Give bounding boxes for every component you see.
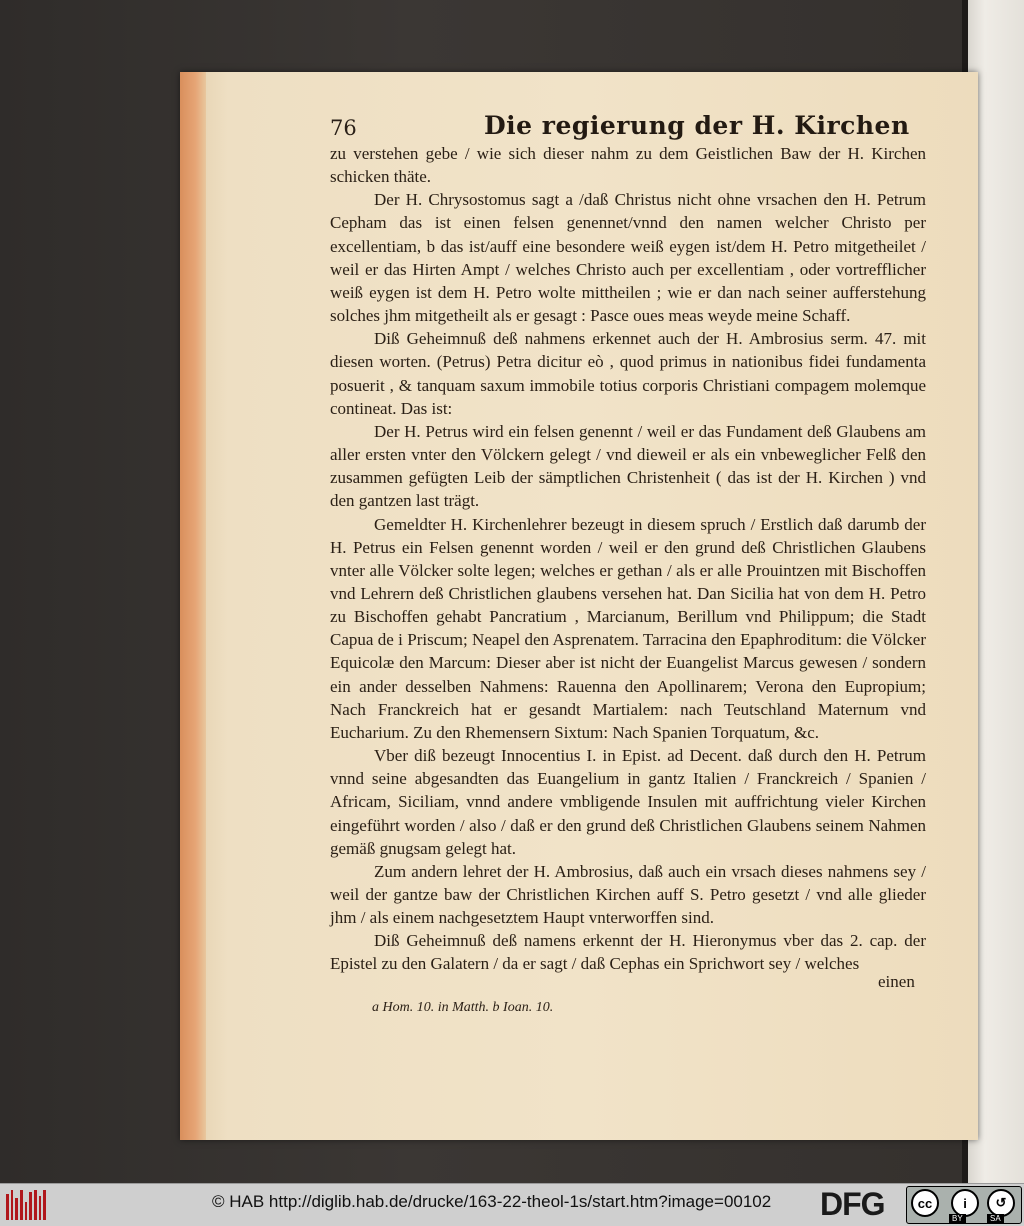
page-number: 76 bbox=[330, 116, 357, 140]
footnote: a Hom. 10. in Matth. b Ioan. 10. bbox=[372, 1000, 554, 1015]
sa-sharealike-icon: ↺ bbox=[987, 1189, 1015, 1217]
paragraph: Vber diß bezeugt Innocentius I. in Epist. ad Decent. daß durch den H. Petrum vnnd seine abgesandten das Euangelium in gantz Italien / Franckreich / Spanien / Africam, Siciliam, vnnd andere vmbligende Insulen mit auffrichtung vieler Kirchen eingeführt worden / also / daß er den grund deß Christlichen Glaubens seinem Nahmen gemäß gnugsam gelegt hat. bbox=[330, 746, 926, 858]
paragraph: Der H. Chrysostomus sagt a /daß Christus nicht ohne vrsachen den H. Petrum Cepham das ist einen felsen genennet/vnnd den namen welcher Christo per excellentiam, b das ist/auff eine besondere weiß eygen ist/dem H. Petro mitgetheilet / weil er das Hirten Ampt / welches Christo auch per excellentiam , oder vortrefflicher weiß eygen ist dem H. Petro wolte mittheilen ; wie er dan nach seiner aufferstehung solches jhm mitgetheilt als er gesagt : Pasce oues meas weyde meine Schaff. bbox=[330, 190, 926, 326]
page-body bbox=[330, 142, 926, 976]
hab-barcode-icon bbox=[6, 1188, 46, 1220]
page-edge bbox=[180, 72, 206, 1140]
sa-label: SA bbox=[987, 1214, 1004, 1223]
paragraph: Gemeldter H. Kirchenlehrer bezeugt in diesem spruch / Erstlich daß darumb der H. Petrus ein Felsen genennt worden / weil er den grund deß Christlichen Glaubens vnter alle Völcker solte legen; welches er gethan / als er alle Prouintzen mit Bischoffen vnd Lehrern deß Christlichen glaubens versehen hat. Dan Sicilia hat von dem H. Petro zu Bischoffen gehabt Pancratium , Marcianum, Berillum vnd Philippum; die Stadt Capua de i Priscum; Neapel den Asprenatem. Tarracina den Epaphroditum: die Völcker Equicolæ den Marcum: Dieser aber ist nicht der Euangelist Marcus gewesen / sondern ein ander desselben Nahmens: Rauenna den Apollinarem; Verona den Eupropium; Nach Franckreich hat er gesandt Martialem: nach Teutschland Maternum vnd Eucharium. Zu den Rhemensern Sixtum: Nach Spanien Torquatum, &c. bbox=[330, 514, 926, 742]
paragraph: Diß Geheimnuß deß nahmens erkennet auch der H. Ambrosius serm. 47. mit diesen worten. (Petrus) Petra dicitur eò , quod primus in nationibus fidei fundamenta posuerit , & tanquam saxum immobile totius corporis Christiani compagem molemque contineat. Das ist: bbox=[330, 329, 926, 418]
by-label: BY bbox=[949, 1214, 966, 1223]
copyright-link[interactable]: © HAB http://diglib.hab.de/drucke/163-22-theol-1s/start.htm?image=00102 bbox=[212, 1192, 772, 1211]
paragraph: Zum andern lehret der H. Ambrosius, daß auch ein vrsach dieses nahmens sey / weil der gantze baw der Christlichen Kirchen auff S. Petro gesetzt / vnd alle glieder jhm / als einem nachgesetztem Haupt vnterworffen sind. bbox=[330, 861, 926, 928]
page-header bbox=[330, 104, 930, 140]
dfg-logo[interactable]: DFG bbox=[820, 1186, 885, 1222]
paragraph: Der H. Petrus wird ein felsen genennt / weil er das Fundament deß Glaubens am aller ersten vnter den Völckern gelegt / vnd dieweil er als ein vnbeweglicher Felß den zusammen gefügten Leib der sämptlichen Christenheit ( das ist der H. Kirchen ) vnd den gantzen last trägt. bbox=[330, 421, 926, 511]
by-attribution-icon: i bbox=[951, 1189, 979, 1217]
catchword: einen bbox=[878, 972, 915, 991]
paragraph: Diß Geheimnuß deß namens erkennt der H. Hieronymus vber das 2. cap. der Epistel zu den Galatern / da er sagt / daß Cephas ein Sprichwort sey / welches bbox=[330, 931, 926, 974]
cc-license-badge[interactable] bbox=[906, 1186, 1022, 1224]
cc-icon: cc bbox=[911, 1189, 939, 1217]
running-title: Die regierung der H. Kirchen bbox=[484, 111, 910, 140]
paragraph: zu verstehen gebe / wie sich dieser nahm zu dem Geistlichen Baw der H. Kirchen schicken thäte. bbox=[330, 144, 926, 187]
